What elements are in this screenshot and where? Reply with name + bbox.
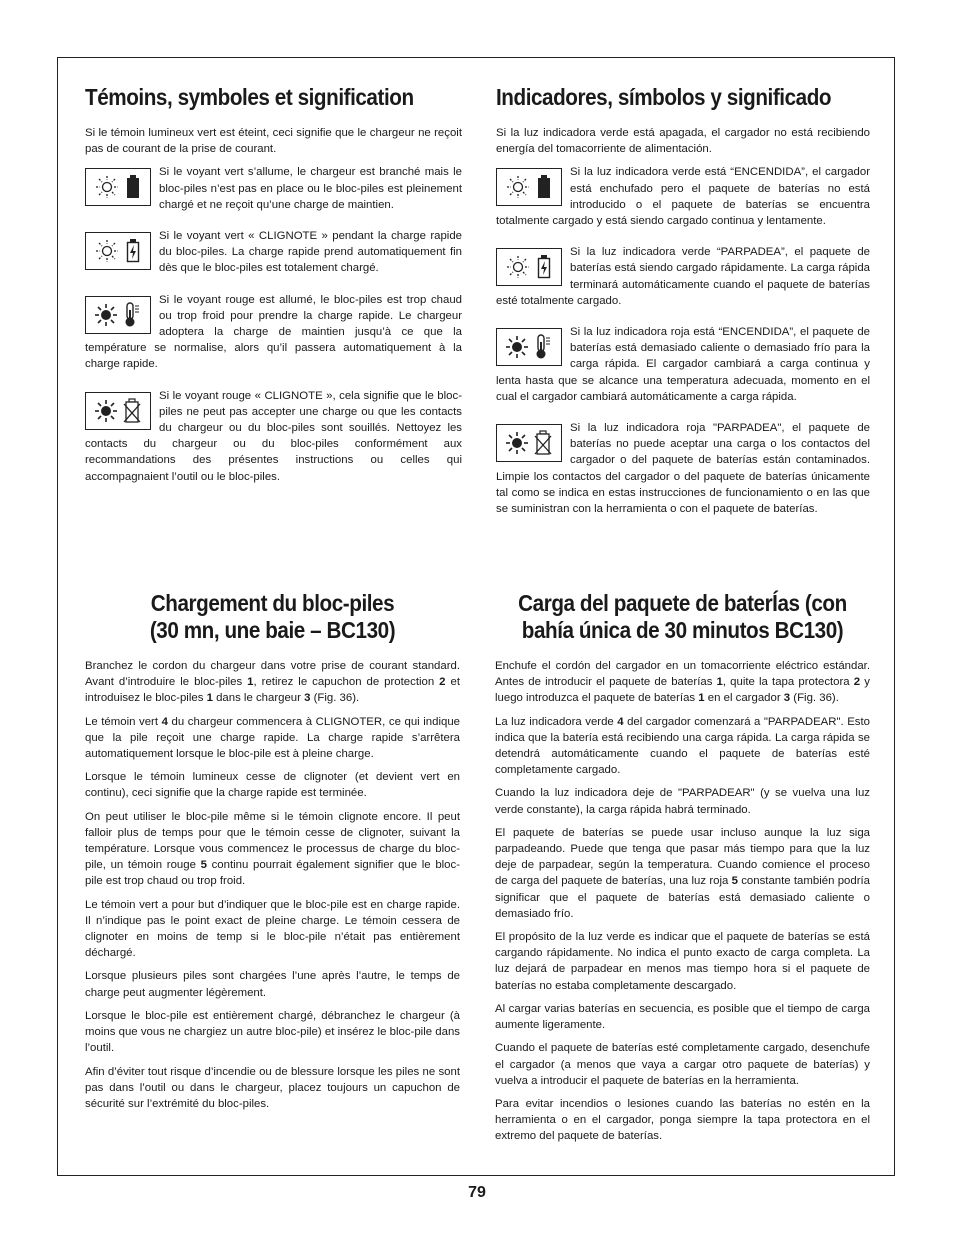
indicator-es-entry-3 bbox=[496, 324, 870, 412]
light-thermometer-icon bbox=[496, 328, 562, 366]
charging-es-p6: Al cargar varias baterías en secuencia, es posible que el tiempo de carga aumente ligeramente. bbox=[495, 1002, 870, 1032]
charging-fr-title bbox=[108, 590, 438, 644]
charging-es-p4: El paquete de baterías se puede usar incluso aunque la luz siga parpadeando. Puede que tenga que pasar más tiempo para que la luz deje de parpadear, según la temperatura. Cuando comience el proceso de carga del paquete de baterías, una luz roja 5 constante también podría significar que el paquete de baterías está demasiado caliente o demasiado frío. bbox=[495, 826, 870, 920]
charging-fr-p2: Le témoin vert 4 du chargeur commencera à CLIGNOTER, ce qui indique que la pile reçoit une charge rapide. La charge rapide s’arrêtera automatiquement lorsque le bloc-pile est à pleine charge. bbox=[85, 715, 461, 761]
indicators-es-title: Indicadores, símbolos y significado bbox=[496, 84, 832, 110]
indicator-es-text-4: Si la luz indicadora roja "PARPADEA", el paquete de baterías no puede aceptar una carga o los contactos del cargador o del paquete de baterías están contaminados. Limpie los contactos del cargador o del paquete de baterías únicamente tal como se indica en estas instrucciones de funcionamiento o en las que se suministran con la herramienta o con el paquete de baterías. bbox=[496, 422, 870, 516]
charging-es-p3: Cuando la luz indicadora deje de "PARPADEAR" (y se vuelva una luz verde constante), la carga rápida habrá terminado. bbox=[495, 787, 870, 816]
indicator-es-entry-2 bbox=[496, 244, 870, 316]
light-battery-icon bbox=[85, 168, 151, 206]
indicator-fr-text-2: Si le voyant vert « CLIGNOTE » pendant la charge rapide du bloc-piles. La charge rapide prend automatiquement fin dès que le bloc-piles est totalement chargé. bbox=[159, 230, 462, 275]
charging-fr-p8: Afin d’éviter tout risque d’incendie ou de blessure lorsque les piles ne sont pas dans l’outil ou dans le chargeur, placez toujours un capuchon de sécurité sur l’extrémité du bloc-piles. bbox=[85, 1065, 460, 1110]
charging-es-section bbox=[495, 590, 870, 1152]
charging-fr-title-line2: (30 mn, une baie – BC130) bbox=[149, 617, 396, 644]
indicators-es-intro: Si la luz indicadora verde está apagada, el cargador no está recibiendo energía del tomacorriente de alimentación. bbox=[496, 127, 870, 156]
indicators-es-section bbox=[496, 84, 870, 532]
indicators-fr-section bbox=[85, 84, 462, 500]
light-battery-icon bbox=[496, 168, 562, 206]
indicator-fr-entry-1 bbox=[85, 164, 462, 220]
light-charging-icon bbox=[496, 248, 562, 286]
indicator-fr-text-3: Si le voyant rouge est allumé, le bloc-piles est trop chaud ou trop froid pour prendre la charge rapide. Le chargeur adoptera la charge de maintien jusqu’à ce que la température se normalise, alors qu’il passera automatiquement à la charge rapide. bbox=[85, 293, 462, 371]
charging-es-p7: Cuando el paquete de baterías esté completamente cargado, desenchufe el cargador (a menos que vaya a cargar otro paquete de baterías) y vuelva a introducir el paquete de baterías en la herramienta. bbox=[495, 1042, 870, 1087]
indicator-fr-entry-4 bbox=[85, 388, 462, 492]
light-fault-icon bbox=[85, 392, 151, 430]
charging-es-p8: Para evitar incendios o lesiones cuando las baterías no estén en la herramienta o en el cargador, ponga siempre la tapa protectora en el extremo del paquete de baterías. bbox=[495, 1097, 870, 1143]
indicator-fr-text-4: Si le voyant rouge « CLIGNOTE », cela signifie que le bloc-piles ne peut pas accepter une charge ou que les contacts du chargeur ou du bloc-piles sont souillés. Nettoyez les contacts du chargeur ou du bloc-piles conformément aux recommandations des présentes instructions ou celles qui accompagnaient l’outil ou le bloc-piles. bbox=[85, 389, 462, 483]
indicator-es-entry-1 bbox=[496, 164, 870, 236]
light-thermometer-icon bbox=[85, 296, 151, 334]
light-fault-icon bbox=[496, 424, 562, 462]
indicator-fr-entry-3 bbox=[85, 292, 462, 380]
charging-fr-p4: On peut utiliser le bloc-pile même si le témoin clignote encore. Il peut falloir plus de temps pour que le témoin cesse de clignoter, suivant la température. Lorsque vous commencez le processus de charge du bloc-pile, un témoin rouge 5 continu pourrait également signifier que le bloc-pile est trop chaud ou trop froid. bbox=[85, 810, 461, 888]
charging-es-title-line1: Carga del paquete de baterÍas (con bbox=[518, 590, 847, 616]
charging-fr-p5: Le témoin vert a pour but d’indiquer que le bloc-pile est en charge rapide. Il n’indique pas le point exact de pleine charge. Le témoin cessera de clignoter en moins de temp si le bloc-pile n’était pas entièrement déchargé. bbox=[85, 898, 460, 960]
charging-fr-p6: Lorsque plusieurs piles sont chargées l’une après l’autre, le temps de charge peut augmenter légèrement. bbox=[85, 970, 460, 999]
indicator-fr-entry-2 bbox=[85, 228, 462, 284]
indicators-fr-intro: Si le témoin lumineux vert est éteint, ceci signifie que le chargeur ne reçoit pas de courant de la prise de courant. bbox=[85, 127, 462, 156]
charging-fr-p7: Lorsque le bloc-pile est entièrement chargé, débranchez le chargeur (à moins que vous ne chargiez un autre bloc-pile) et insérez le bloc-pile dans l’outil. bbox=[85, 1009, 460, 1055]
charging-fr-title-line1: Chargement du bloc-piles bbox=[150, 590, 395, 616]
indicator-es-text-3: Si la luz indicadora roja está “ENCENDIDA”, el paquete de baterías está demasiado caliente o demasiado frío para la carga rápida. El cargador cambiará a carga continua y lenta hasta que se alcance una temperatura adecuada, momento en el cual el cargador cambiará automáticamente a carga rápida. bbox=[496, 326, 870, 403]
charging-es-title-line2: bahía única de 30 minutos BC130) bbox=[521, 617, 844, 644]
charging-fr-section bbox=[85, 590, 460, 1119]
indicator-es-text-1: Si la luz indicadora verde está “ENCENDIDA”, el cargador está enchufado pero el paquete de baterías no está introducido o el paquete de baterías se encuentra totalmente cargado y está siendo cargado continua y lentamente. bbox=[496, 166, 870, 228]
charging-es-p5: El propósito de la luz verde es indicar que el paquete de baterías se está cargando rápidamente. No indica el punto exacto de carga completa. La luz dejará de parpadear en menos mas tiempo hora si el paquete de baterías no estaba completamente descargado. bbox=[495, 931, 870, 992]
charging-es-title bbox=[518, 590, 848, 644]
charging-fr-p3: Lorsque le témoin lumineux cesse de clignoter (et devient vert en continu), ceci signifie que la charge rapide est terminée. bbox=[85, 771, 460, 800]
page-number: 79 bbox=[468, 1184, 486, 1201]
charging-fr-p1: Branchez le cordon du chargeur dans votre prise de courant standard. Avant d’introduire le bloc-piles 1, retirez le capuchon de protection 2 et introduisez le bloc-piles 1 dans le chargeur 3 (Fig. 36). bbox=[85, 660, 460, 705]
indicator-fr-text-1: Si le voyant vert s’allume, le chargeur est branché mais le bloc-piles n’est pas en place ou le bloc-piles est pleinement chargé et ne reçoit qu’une charge de maintien. bbox=[159, 166, 462, 211]
light-charging-icon bbox=[85, 232, 151, 270]
indicators-fr-title: Témoins, symboles et signification bbox=[85, 84, 414, 110]
charging-es-p2: La luz indicadora verde 4 del cargador comenzará a "PARPADEAR". Esto indica que la batería está recibiendo una carga rápida. La carga rápida se detendrá automáticamente cuando el paquete de baterías esté completamente cargado. bbox=[495, 715, 870, 777]
indicator-es-entry-4 bbox=[496, 420, 870, 524]
indicator-es-text-2: Si la luz indicadora verde “PARPADEA”, el paquete de baterías está siendo cargado rápidamente. La carga rápida terminará automáticamente cuando el paquete de baterías esté totalmente cargado. bbox=[496, 246, 870, 307]
charging-es-p1: Enchufe el cordón del cargador en un tomacorriente eléctrico estándar. Antes de introducir el paquete de baterías 1, quite la tapa protectora 2 y luego introduzca el paquete de baterías 1 en el cargador 3 (Fig. 36). bbox=[495, 660, 870, 705]
